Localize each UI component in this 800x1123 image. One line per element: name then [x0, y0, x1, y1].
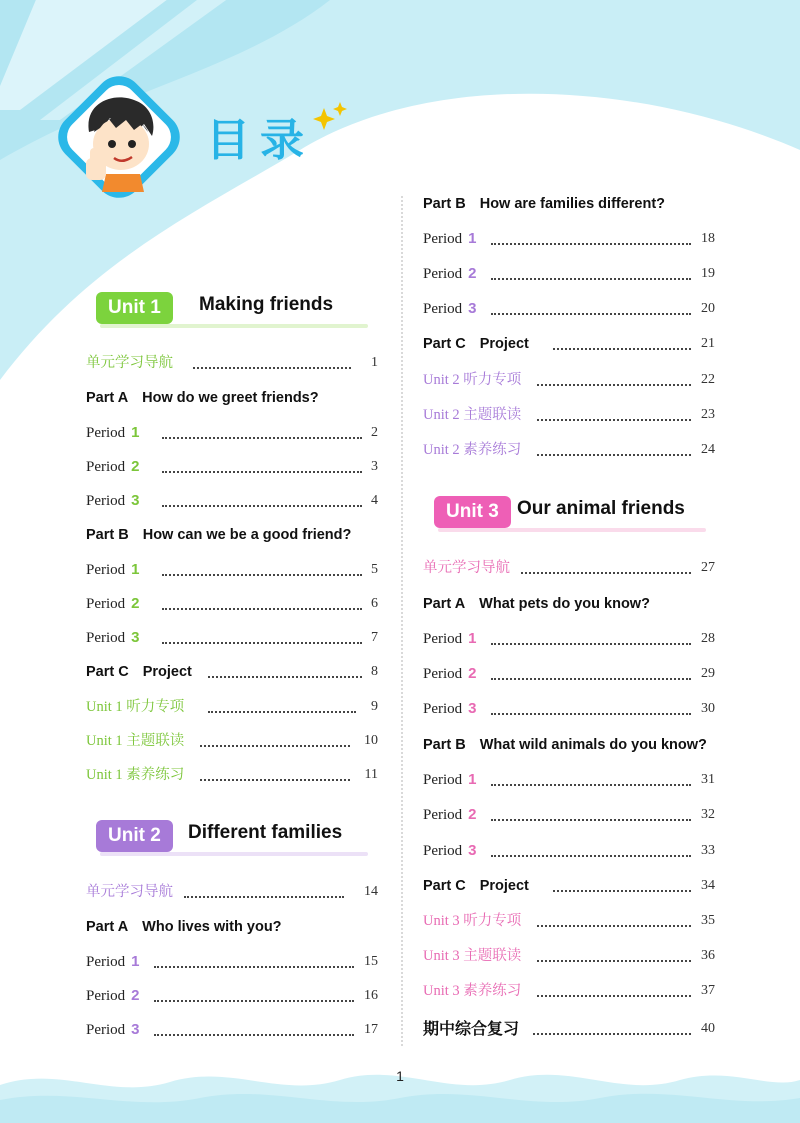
- unit3-underline: [438, 528, 706, 532]
- part-label: Part B: [423, 196, 466, 212]
- dot-leader: [491, 689, 691, 715]
- extra-label: Unit 3 主题联读: [423, 948, 522, 964]
- dot-leader: [533, 1009, 691, 1035]
- page-number: 5: [371, 562, 378, 577]
- unit1-underline: [100, 324, 368, 328]
- dot-leader: [537, 395, 691, 421]
- period-number: 1: [131, 953, 140, 970]
- dot-leader: [208, 687, 356, 713]
- page-number: 31: [701, 772, 715, 787]
- unit2-guide-label: 单元学习导航: [86, 884, 173, 900]
- period-number: 2: [468, 665, 477, 682]
- period-number: 3: [468, 700, 477, 717]
- extra-label: Unit 1 听力专项: [86, 699, 185, 715]
- page-number: 2: [371, 425, 378, 440]
- period-number: 3: [468, 300, 477, 317]
- period-number: 1: [468, 630, 477, 647]
- extra-label: Unit 2 听力专项: [423, 372, 522, 388]
- extra-label: Unit 3 听力专项: [423, 913, 522, 929]
- part-title: What pets do you know?: [479, 596, 650, 612]
- unit1-title: Making friends: [199, 294, 334, 315]
- dot-leader: [491, 795, 691, 821]
- part-heading: [86, 915, 378, 939]
- toc-entry[interactable]: [86, 950, 378, 974]
- period-number: 3: [131, 492, 140, 509]
- page-number: 3: [371, 459, 378, 474]
- period-number: 2: [468, 265, 477, 282]
- page-number: 28: [701, 631, 715, 646]
- page-number: 6: [371, 596, 378, 611]
- dot-leader: [491, 254, 691, 280]
- midterm-review-label: 期中综合复习: [423, 1019, 520, 1038]
- part-label: Part C: [423, 336, 466, 352]
- part-title: Project: [479, 878, 529, 894]
- unit2-title: Different families: [188, 822, 343, 843]
- part-title: What wild animals do you know?: [479, 737, 707, 753]
- boy-thumbs-up-icon: [44, 62, 194, 212]
- dot-leader: [521, 548, 691, 574]
- unit3-header: [434, 494, 714, 534]
- period-label: Period: [423, 301, 463, 317]
- part-label: Part A: [423, 596, 466, 612]
- dot-leader: [154, 1010, 354, 1036]
- unit1-badge: Unit 1: [96, 292, 173, 324]
- part-label: Part A: [86, 919, 129, 935]
- part-label: Part C: [423, 878, 466, 894]
- toc-entry[interactable]: [423, 768, 715, 792]
- period-label: Period: [86, 459, 126, 475]
- toc-entry[interactable]: [86, 421, 378, 445]
- toc-entry[interactable]: [423, 909, 715, 933]
- page-number: 4: [371, 493, 378, 508]
- page-number: 32: [701, 807, 715, 822]
- dot-leader: [162, 481, 362, 507]
- unit3-title: Our animal friends: [517, 498, 685, 519]
- part-title: How can we be a good friend?: [142, 527, 352, 543]
- unit3-badge: Unit 3: [434, 496, 511, 528]
- extra-label: Unit 2 素养练习: [423, 442, 522, 458]
- part-title: Project: [479, 336, 529, 352]
- part-heading: [86, 386, 378, 410]
- page-number: 35: [701, 913, 715, 928]
- period-number: 3: [131, 629, 140, 646]
- page-number: 14: [364, 884, 378, 899]
- sparkle-icon: [312, 100, 352, 134]
- period-number: 2: [131, 458, 140, 475]
- unit1-header: [96, 290, 376, 330]
- period-label: Period: [423, 231, 463, 247]
- period-label: Period: [86, 425, 126, 441]
- page-number: 27: [701, 560, 715, 575]
- toc-entry[interactable]: [86, 695, 378, 719]
- toc-entry[interactable]: [423, 262, 715, 286]
- toc-entry[interactable]: [423, 332, 715, 356]
- part-title: How do we greet friends?: [142, 390, 319, 406]
- dot-leader: [154, 942, 354, 968]
- page-number: 36: [701, 948, 715, 963]
- toc-entry[interactable]: [423, 227, 715, 251]
- part-heading: [86, 523, 378, 547]
- part-label: Part A: [86, 390, 129, 406]
- dot-leader: [537, 430, 691, 456]
- period-label: Period: [86, 954, 126, 970]
- toc-entry[interactable]: [86, 489, 378, 513]
- dot-leader: [537, 936, 691, 962]
- toc-entry[interactable]: [86, 660, 378, 684]
- page-number: 23: [701, 407, 715, 422]
- toc-entry[interactable]: [423, 979, 715, 1003]
- dot-leader: [491, 760, 691, 786]
- toc-entry[interactable]: [86, 351, 378, 375]
- dot-leader: [193, 343, 351, 369]
- dot-leader: [491, 219, 691, 245]
- period-label: Period: [86, 562, 126, 578]
- toc-entry[interactable]: [423, 839, 715, 863]
- unit1-guide-label: 单元学习导航: [86, 355, 173, 371]
- period-label: Period: [86, 630, 126, 646]
- dot-leader: [162, 618, 362, 644]
- toc-entry[interactable]: [423, 556, 715, 580]
- period-number: 3: [468, 842, 477, 859]
- dot-leader: [162, 584, 362, 610]
- page-number: 17: [364, 1022, 378, 1037]
- toc-entry[interactable]: [86, 984, 378, 1008]
- dot-leader: [208, 652, 362, 678]
- part-title: How are families different?: [479, 196, 666, 212]
- page-number: 30: [701, 701, 715, 716]
- toc-entry[interactable]: [86, 558, 378, 582]
- part-title: Who lives with you?: [142, 919, 282, 935]
- period-number: 1: [131, 424, 140, 441]
- part-label: Part B: [423, 737, 466, 753]
- column-divider: [401, 196, 403, 1046]
- page-number: 15: [364, 954, 378, 969]
- page-number: 11: [364, 767, 378, 782]
- dot-leader: [537, 901, 691, 927]
- page-number: 21: [701, 336, 715, 351]
- page-number: 37: [701, 983, 715, 998]
- period-label: Period: [423, 772, 463, 788]
- footer-page-number: 1: [396, 1068, 404, 1084]
- dot-leader: [154, 976, 354, 1002]
- part-label: Part C: [86, 664, 129, 680]
- page-number: 19: [701, 266, 715, 281]
- page-number: 1: [371, 355, 378, 370]
- part-heading: [423, 192, 715, 216]
- dot-leader: [553, 866, 691, 892]
- toc-entry[interactable]: [86, 1018, 378, 1042]
- period-number: 1: [468, 771, 477, 788]
- dot-leader: [184, 872, 344, 898]
- page-title: 目录: [206, 115, 314, 166]
- period-number: 1: [131, 561, 140, 578]
- dot-leader: [200, 755, 350, 781]
- page-number: 24: [701, 442, 715, 457]
- toc-entry[interactable]: [86, 880, 378, 904]
- page-number: 22: [701, 372, 715, 387]
- toc-entry[interactable]: [423, 944, 715, 968]
- period-label: Period: [423, 666, 463, 682]
- period-label: Period: [423, 843, 463, 859]
- period-number: 1: [468, 230, 477, 247]
- toc-entry[interactable]: [423, 297, 715, 321]
- toc-entry[interactable]: [423, 403, 715, 427]
- dot-leader: [162, 550, 362, 576]
- page-number: 16: [364, 988, 378, 1003]
- toc-entry[interactable]: [86, 763, 378, 787]
- part-heading: [423, 592, 715, 616]
- page-number: 29: [701, 666, 715, 681]
- dot-leader: [162, 413, 362, 439]
- period-label: Period: [423, 266, 463, 282]
- page-number: 7: [371, 630, 378, 645]
- page-number: 20: [701, 301, 715, 316]
- page-number: 8: [371, 664, 378, 679]
- dot-leader: [537, 360, 691, 386]
- part-title: Project: [142, 664, 192, 680]
- period-number: 2: [131, 595, 140, 612]
- extra-label: Unit 1 素养练习: [86, 767, 185, 783]
- part-label: Part B: [86, 527, 129, 543]
- toc-entry[interactable]: [86, 729, 378, 753]
- extra-label: Unit 3 素养练习: [423, 983, 522, 999]
- extra-label: Unit 2 主题联读: [423, 407, 522, 423]
- toc-entry[interactable]: [86, 455, 378, 479]
- toc-entry[interactable]: [423, 368, 715, 392]
- period-label: Period: [86, 493, 126, 509]
- period-label: Period: [423, 701, 463, 717]
- dot-leader: [491, 619, 691, 645]
- unit3-guide-label: 单元学习导航: [423, 560, 510, 576]
- period-label: Period: [423, 807, 463, 823]
- toc-entry[interactable]: [86, 626, 378, 650]
- toc-entry[interactable]: [423, 438, 715, 462]
- period-number: 3: [131, 1021, 140, 1038]
- toc-entry[interactable]: [423, 874, 715, 898]
- toc-entry[interactable]: [423, 1017, 715, 1041]
- page-number: 40: [701, 1021, 715, 1036]
- unit2-underline: [100, 852, 368, 856]
- dot-leader: [162, 447, 362, 473]
- toc-entry[interactable]: [423, 662, 715, 686]
- toc-entry[interactable]: [423, 803, 715, 827]
- page-number: 33: [701, 843, 715, 858]
- period-label: Period: [86, 596, 126, 612]
- toc-entry[interactable]: [423, 697, 715, 721]
- period-number: 2: [131, 987, 140, 1004]
- toc-entry[interactable]: [423, 627, 715, 651]
- unit2-header: [96, 818, 376, 858]
- page-number: 34: [701, 878, 715, 893]
- dot-leader: [200, 721, 350, 747]
- dot-leader: [537, 971, 691, 997]
- page-number: 10: [364, 733, 378, 748]
- dot-leader: [491, 831, 691, 857]
- period-label: Period: [423, 631, 463, 647]
- part-heading: [423, 733, 715, 757]
- page-number: 18: [701, 231, 715, 246]
- extra-label: Unit 1 主题联读: [86, 733, 185, 749]
- period-label: Period: [86, 1022, 126, 1038]
- unit2-badge: Unit 2: [96, 820, 173, 852]
- dot-leader: [491, 654, 691, 680]
- page-number: 9: [371, 699, 378, 714]
- dot-leader: [491, 289, 691, 315]
- period-label: Period: [86, 988, 126, 1004]
- toc-entry[interactable]: [86, 592, 378, 616]
- period-number: 2: [468, 806, 477, 823]
- dot-leader: [553, 324, 691, 350]
